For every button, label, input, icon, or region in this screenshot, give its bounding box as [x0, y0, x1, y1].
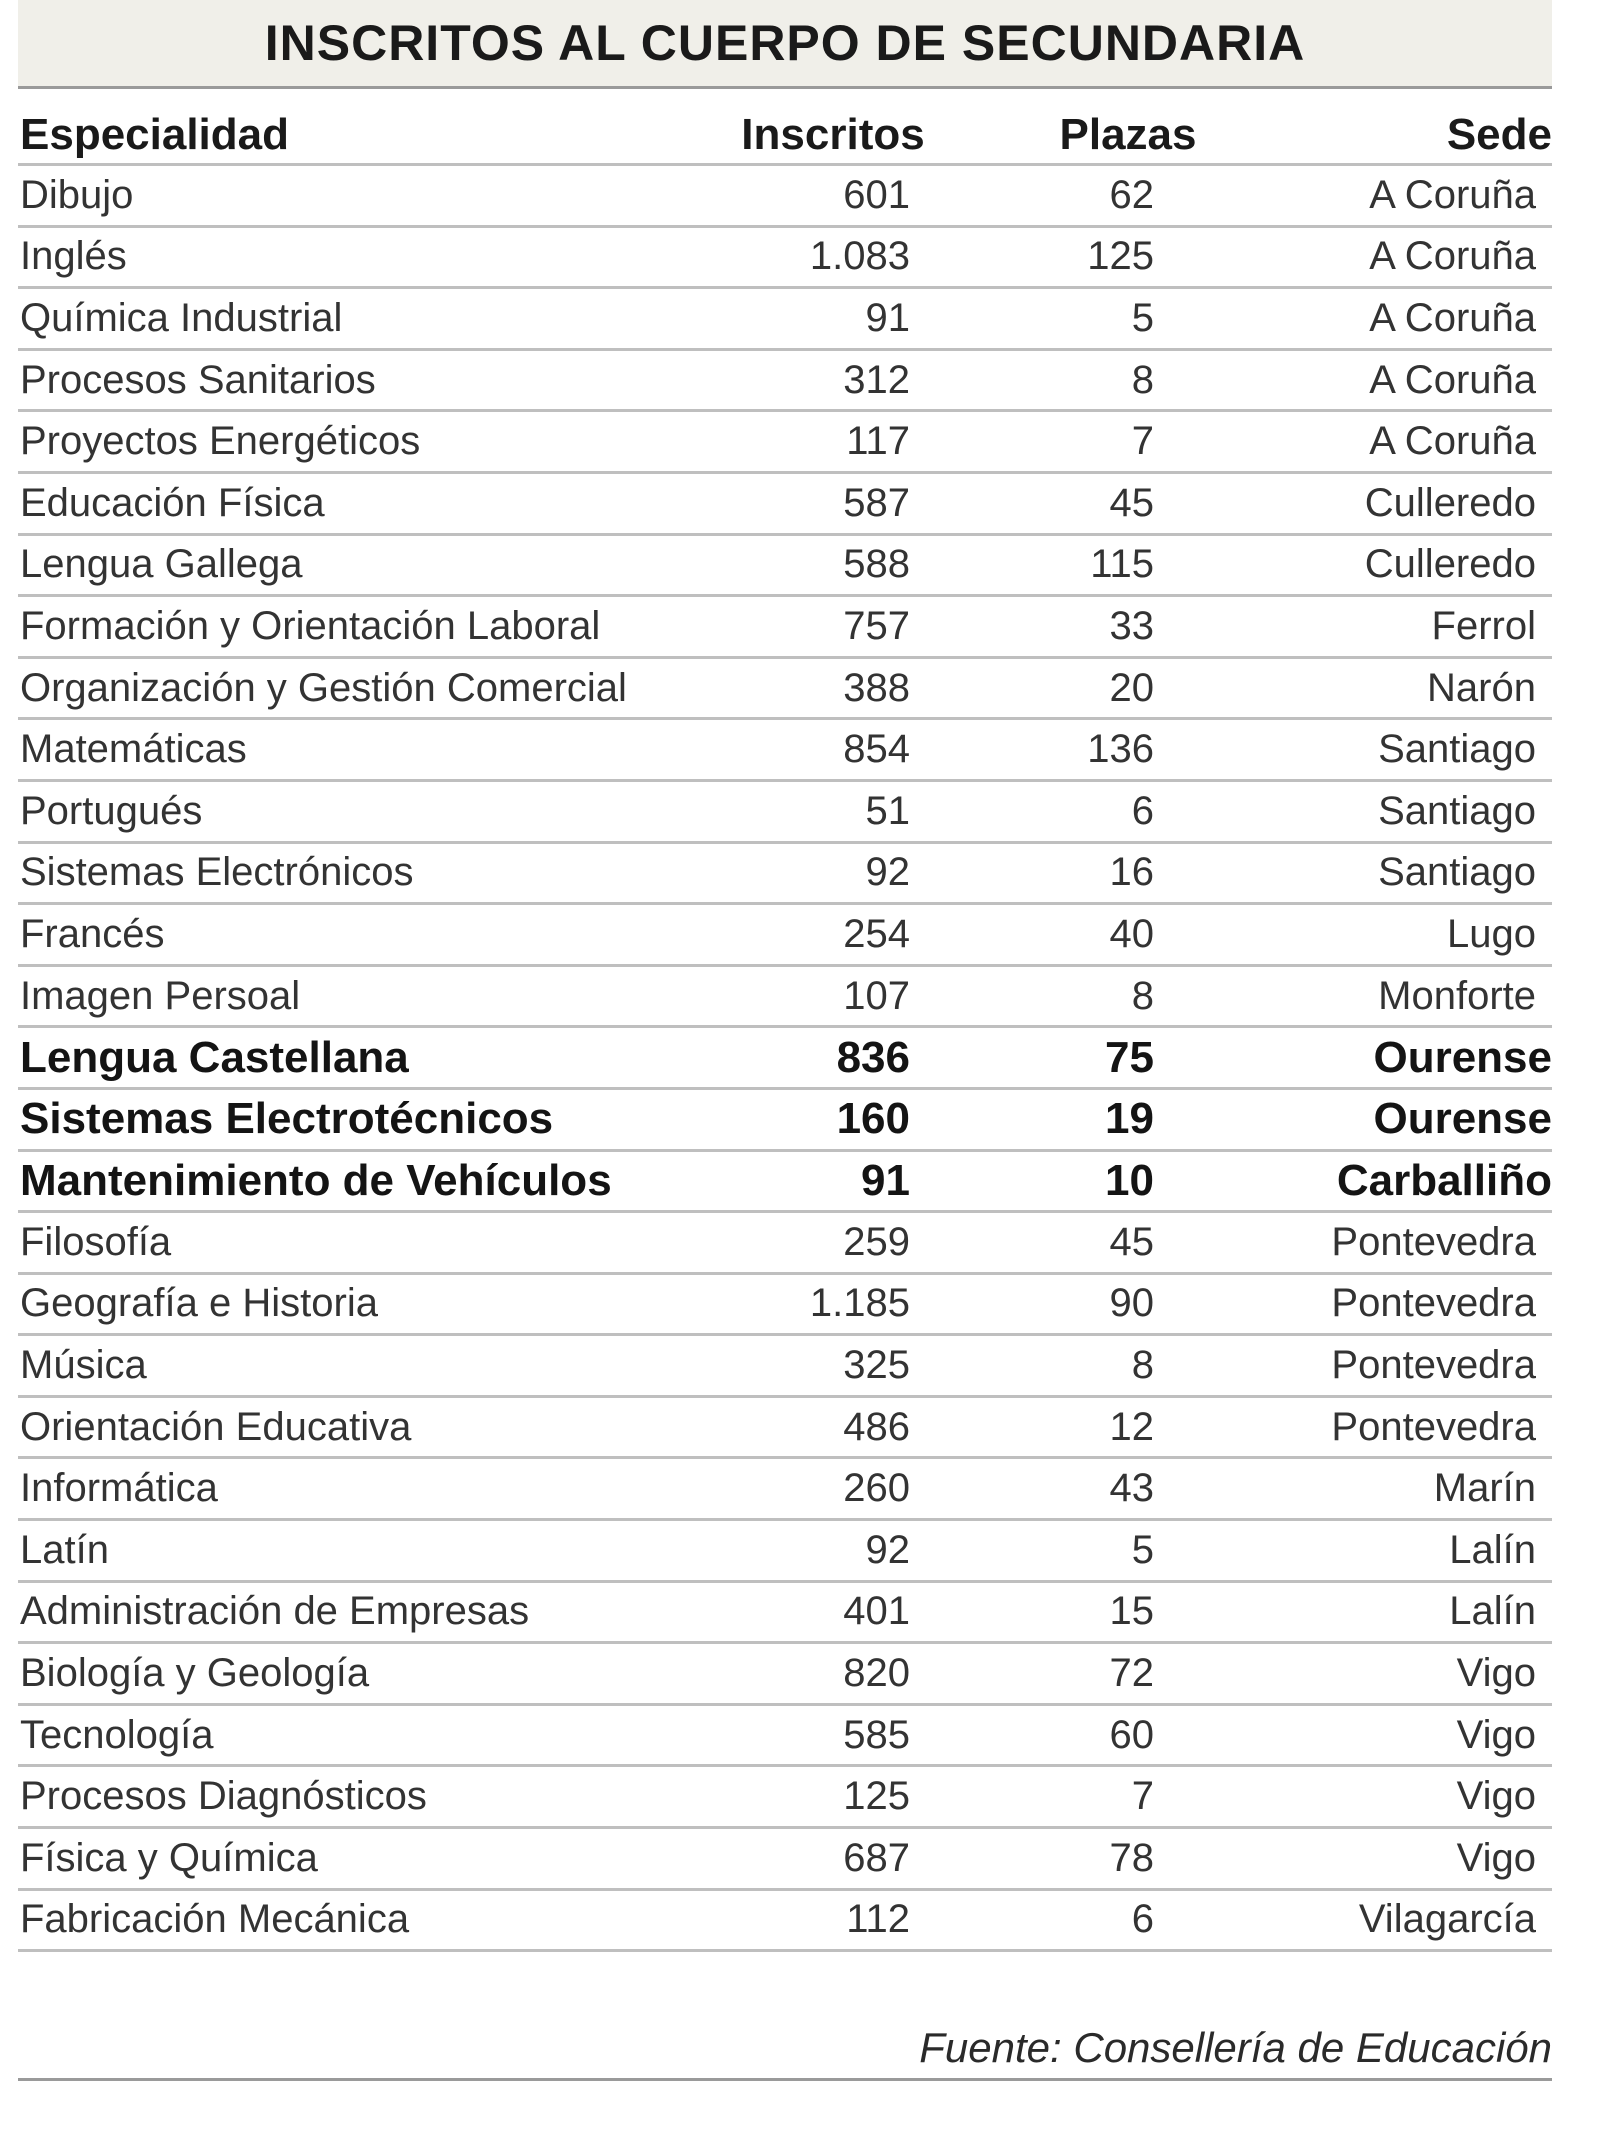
cell-especialidad: Sistemas Electrónicos: [20, 850, 414, 895]
table-row: [18, 1213, 1552, 1275]
cell-especialidad: Francés: [20, 911, 165, 956]
cell-especialidad: Matemáticas: [20, 727, 247, 772]
table-row: [18, 905, 1552, 967]
cell-plazas: 6: [1131, 1897, 1154, 1942]
cell-sede: Pontevedra: [1331, 1404, 1536, 1449]
cell-plazas: 7: [1131, 1774, 1154, 1819]
cell-sede: Pontevedra: [1331, 1281, 1536, 1326]
cell-especialidad: Informática: [20, 1466, 218, 1511]
table-row: [18, 166, 1552, 228]
cell-especialidad: Portugués: [20, 788, 203, 833]
cell-inscritos: 125: [843, 1774, 910, 1819]
cell-plazas: 15: [1109, 1589, 1154, 1634]
cell-sede: A Coruña: [1369, 419, 1536, 464]
cell-inscritos: 92: [865, 1527, 910, 1572]
cell-especialidad: Música: [20, 1343, 147, 1388]
cell-plazas: 60: [1109, 1712, 1154, 1757]
cell-inscritos: 260: [843, 1466, 910, 1511]
column-header-sede: Sede: [1446, 109, 1552, 159]
cell-sede: Pontevedra: [1331, 1219, 1536, 1264]
cell-sede: Santiago: [1378, 727, 1536, 772]
cell-especialidad: Formación y Orientación Laboral: [20, 603, 601, 648]
table-row: [18, 1459, 1552, 1521]
cell-inscritos: 107: [843, 973, 910, 1018]
cell-inscritos: 254: [843, 911, 910, 956]
cell-especialidad: Organización y Gestión Comercial: [20, 665, 627, 710]
cell-plazas: 115: [1090, 542, 1154, 587]
cell-plazas: 45: [1109, 1219, 1154, 1264]
table-row: [18, 536, 1552, 598]
cell-inscritos: 312: [843, 357, 910, 402]
cell-sede: Culleredo: [1364, 480, 1536, 525]
cell-sede: Vigo: [1456, 1774, 1536, 1819]
cell-sede: Santiago: [1378, 850, 1536, 895]
cell-sede: A Coruña: [1369, 295, 1536, 340]
table-row: [18, 782, 1552, 844]
cell-inscritos: 112: [846, 1897, 910, 1942]
table-row: [18, 228, 1552, 290]
cell-especialidad: Administración de Empresas: [20, 1589, 530, 1634]
cell-especialidad: Sistemas Electrotécnicos: [20, 1094, 554, 1144]
cell-especialidad: Imagen Persoal: [20, 973, 301, 1018]
cell-especialidad: Orientación Educativa: [20, 1404, 412, 1449]
cell-plazas: 19: [1105, 1094, 1154, 1144]
cell-especialidad: Inglés: [20, 234, 127, 279]
table-title: INSCRITOS AL CUERPO DE SECUNDARIA: [264, 15, 1306, 71]
cell-inscritos: 160: [836, 1094, 910, 1144]
cell-inscritos: 259: [843, 1219, 910, 1264]
cell-plazas: 5: [1131, 1527, 1154, 1572]
cell-sede: A Coruña: [1369, 172, 1536, 217]
cell-inscritos: 92: [865, 850, 910, 895]
cell-sede: Vilagarcía: [1358, 1897, 1536, 1942]
column-header-especialidad: Especialidad: [20, 109, 290, 159]
table-row: [18, 1336, 1552, 1398]
cell-plazas: 72: [1109, 1651, 1154, 1696]
cell-especialidad: Biología y Geología: [20, 1651, 370, 1696]
cell-sede: Santiago: [1378, 788, 1536, 833]
enrollment-table: [18, 106, 1552, 1952]
cell-sede: Culleredo: [1364, 542, 1536, 587]
cell-plazas: 43: [1109, 1466, 1154, 1511]
cell-sede: Vigo: [1456, 1835, 1536, 1880]
table-row: [18, 412, 1552, 474]
cell-inscritos: 91: [865, 295, 910, 340]
cell-sede: Ferrol: [1431, 603, 1536, 648]
table-row: [18, 1767, 1552, 1829]
cell-especialidad: Educación Física: [20, 480, 325, 525]
cell-plazas: 8: [1131, 973, 1154, 1018]
cell-especialidad: Mantenimiento de Vehículos: [20, 1155, 612, 1205]
table-body: [18, 166, 1552, 1952]
cell-sede: Vigo: [1456, 1712, 1536, 1757]
table-header-row: [18, 106, 1552, 166]
cell-especialidad: Fabricación Mecánica: [20, 1897, 410, 1942]
table-row: [18, 1028, 1552, 1090]
table-row: [18, 1152, 1552, 1214]
table-row: [18, 1583, 1552, 1645]
table-row: [18, 967, 1552, 1029]
cell-plazas: 10: [1105, 1155, 1154, 1205]
source-note: Fuente: Consellería de Educación: [18, 2018, 1552, 2081]
cell-sede: A Coruña: [1369, 234, 1536, 279]
cell-inscritos: 854: [843, 727, 910, 772]
cell-inscritos: 486: [843, 1404, 910, 1449]
cell-inscritos: 601: [843, 172, 910, 217]
cell-especialidad: Filosofía: [20, 1219, 172, 1264]
table-row: [18, 1706, 1552, 1768]
cell-plazas: 90: [1109, 1281, 1154, 1326]
cell-plazas: 5: [1131, 295, 1154, 340]
table-row: [18, 659, 1552, 721]
cell-inscritos: 585: [843, 1712, 910, 1757]
cell-especialidad: Física y Química: [20, 1835, 318, 1880]
cell-plazas: 8: [1131, 357, 1154, 402]
cell-especialidad: Procesos Diagnósticos: [20, 1774, 427, 1819]
cell-sede: Pontevedra: [1331, 1343, 1536, 1388]
cell-especialidad: Lengua Castellana: [20, 1032, 409, 1082]
table-row: [18, 351, 1552, 413]
cell-plazas: 125: [1087, 234, 1154, 279]
cell-plazas: 33: [1109, 603, 1154, 648]
cell-plazas: 16: [1109, 850, 1154, 895]
cell-inscritos: 388: [843, 665, 910, 710]
cell-sede: Lalín: [1449, 1527, 1536, 1572]
cell-sede: Vigo: [1456, 1651, 1536, 1696]
cell-inscritos: 117: [846, 419, 910, 464]
column-header-inscritos: Inscritos: [741, 109, 925, 159]
cell-especialidad: Procesos Sanitarios: [20, 357, 376, 402]
cell-especialidad: Tecnología: [20, 1712, 214, 1757]
cell-sede: Monforte: [1378, 973, 1536, 1018]
cell-inscritos: 401: [843, 1589, 910, 1634]
title-bar: [18, 0, 1552, 89]
cell-sede: Ourense: [1373, 1094, 1552, 1144]
cell-especialidad: Geografía e Historia: [20, 1281, 378, 1326]
cell-inscritos: 325: [843, 1343, 910, 1388]
cell-inscritos: 687: [843, 1835, 910, 1880]
table-row: [18, 1829, 1552, 1891]
cell-inscritos: 820: [843, 1651, 910, 1696]
cell-sede: Carballiño: [1336, 1155, 1552, 1205]
cell-especialidad: Proyectos Energéticos: [20, 419, 421, 464]
cell-sede: Lugo: [1447, 911, 1536, 956]
table-row: [18, 1644, 1552, 1706]
table-row: [18, 1090, 1552, 1152]
cell-sede: Marín: [1433, 1466, 1536, 1511]
cell-inscritos: 836: [836, 1032, 910, 1082]
cell-plazas: 6: [1131, 788, 1154, 833]
cell-inscritos: 91: [861, 1155, 910, 1205]
cell-plazas: 45: [1109, 480, 1154, 525]
cell-sede: Ourense: [1373, 1032, 1552, 1082]
table-row: [18, 597, 1552, 659]
table-row: [18, 1398, 1552, 1460]
cell-plazas: 75: [1105, 1032, 1154, 1082]
table-row: [18, 474, 1552, 536]
cell-sede: Narón: [1427, 665, 1536, 710]
cell-plazas: 136: [1087, 727, 1154, 772]
table-row: [18, 1891, 1552, 1953]
table-row: [18, 844, 1552, 906]
cell-inscritos: 1.185: [809, 1281, 910, 1326]
cell-inscritos: 51: [865, 788, 910, 833]
cell-especialidad: Latín: [20, 1527, 109, 1572]
cell-plazas: 12: [1109, 1404, 1154, 1449]
table-row: [18, 289, 1552, 351]
table-row: [18, 1521, 1552, 1583]
cell-especialidad: Lengua Gallega: [20, 542, 303, 587]
table-row: [18, 720, 1552, 782]
cell-plazas: 62: [1109, 172, 1154, 217]
cell-plazas: 40: [1109, 911, 1154, 956]
cell-inscritos: 1.083: [809, 234, 910, 279]
cell-plazas: 7: [1131, 419, 1154, 464]
cell-plazas: 20: [1109, 665, 1154, 710]
column-header-plazas: Plazas: [1059, 109, 1197, 159]
cell-especialidad: Dibujo: [20, 172, 134, 217]
cell-plazas: 8: [1131, 1343, 1154, 1388]
cell-especialidad: Química Industrial: [20, 295, 343, 340]
cell-sede: Lalín: [1449, 1589, 1536, 1634]
cell-plazas: 78: [1109, 1835, 1154, 1880]
cell-sede: A Coruña: [1369, 357, 1536, 402]
cell-inscritos: 587: [843, 480, 910, 525]
table-row: [18, 1275, 1552, 1337]
cell-inscritos: 757: [843, 603, 910, 648]
cell-inscritos: 588: [843, 542, 910, 587]
